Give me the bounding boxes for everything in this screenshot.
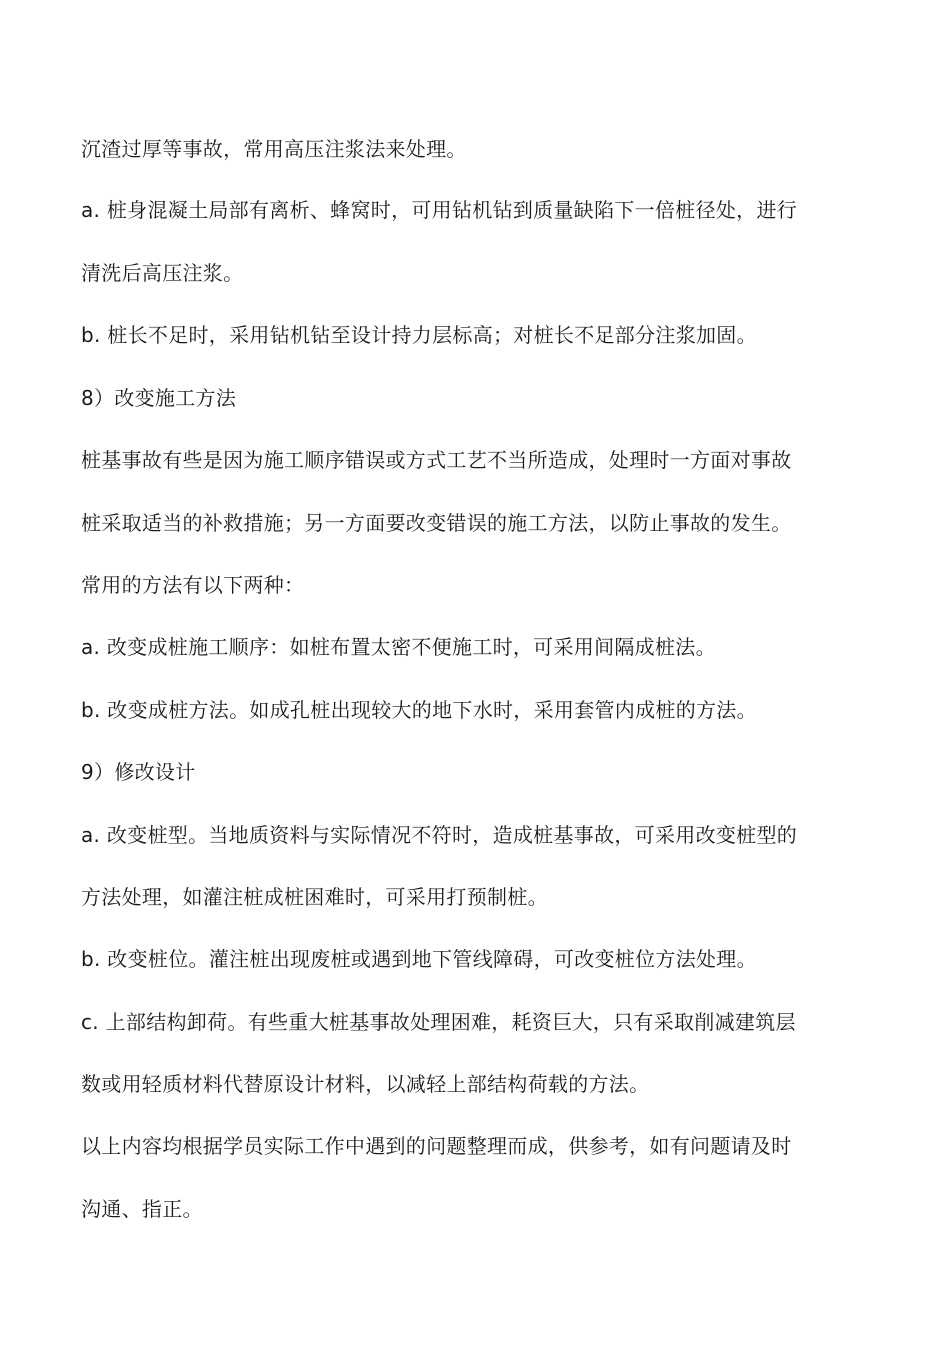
section-heading: 8）改变施工方法 [81,386,237,410]
text-line: b. 改变成桩方法。如成孔桩出现较大的地下水时，采用套管内成桩的方法。 [81,698,757,722]
text-line: 方法处理，如灌注桩成桩困难时，可采用打预制桩。 [81,885,548,909]
text-line: 数或用轻质材料代替原设计材料，以减轻上部结构荷载的方法。 [81,1072,650,1096]
text-line: c. 上部结构卸荷。有些重大桩基事故处理困难，耗资巨大，只有采取削减建筑层 [81,1010,796,1034]
text-line: a. 改变成桩施工顺序：如桩布置太密不便施工时，可采用间隔成桩法。 [81,635,716,659]
text-line: 清洗后高压注浆。 [81,261,244,285]
section-heading: 9）修改设计 [81,760,196,784]
text-line: 以上内容均根据学员实际工作中遇到的问题整理而成，供参考，如有问题请及时 [81,1134,792,1158]
text-line: b. 改变桩位。灌注桩出现废桩或遇到地下管线障碍，可改变桩位方法处理。 [81,947,757,971]
text-line: b. 桩长不足时，采用钻机钻至设计持力层标高；对桩长不足部分注浆加固。 [81,323,757,347]
text-line: 常用的方法有以下两种： [81,573,305,597]
text-line: 沉渣过厚等事故，常用高压注浆法来处理。 [81,137,467,161]
text-line: a. 桩身混凝土局部有离析、蜂窝时，可用钻机钻到质量缺陷下一倍桩径处，进行 [81,198,798,222]
text-line: 桩采取适当的补救措施；另一方面要改变错误的施工方法，以防止事故的发生。 [81,511,792,535]
text-line: 桩基事故有些是因为施工顺序错误或方式工艺不当所造成，处理时一方面对事故 [81,448,792,472]
text-line: a. 改变桩型。当地质资料与实际情况不符时，造成桩基事故，可采用改变桩型的 [81,823,798,847]
text-line: 沟通、指正。 [81,1197,203,1221]
